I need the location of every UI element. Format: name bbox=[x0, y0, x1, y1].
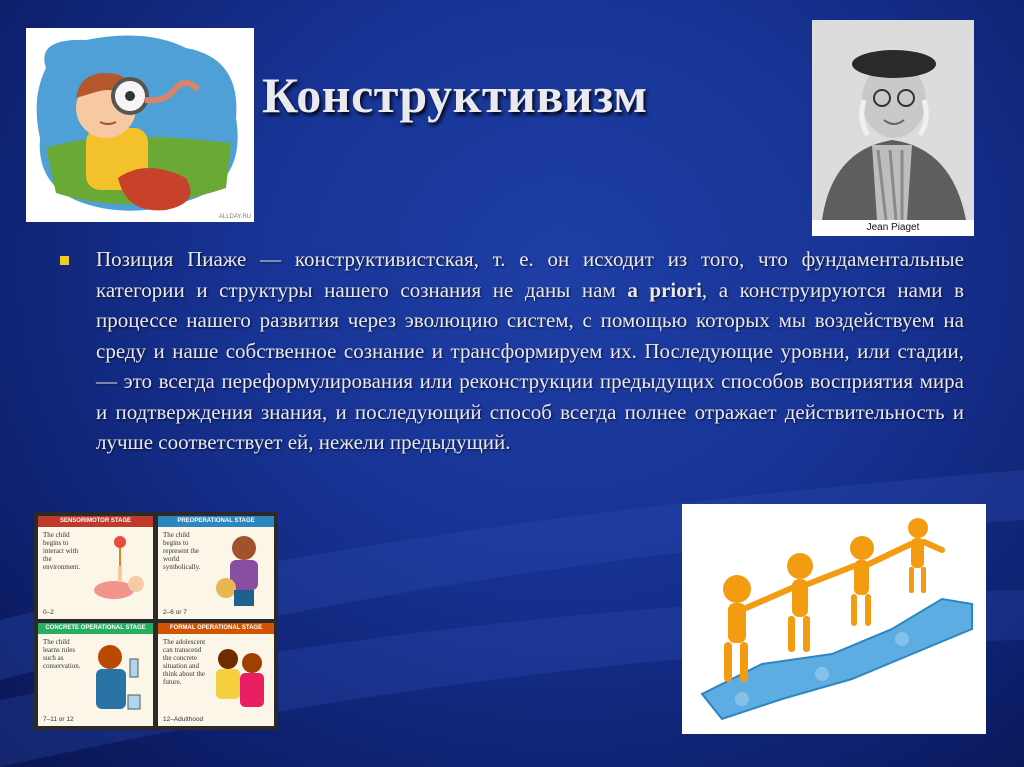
cartoon-watermark: ALLDAY.RU bbox=[218, 214, 251, 220]
paragraph-text-end: , а конструируются нами в процессе нашего развития через эволюцию систем, с помощью которых мы воздействуем на среду и наше собственное сознание и трансформируем их. Последующие уровни, или стадии, — это всегда переформулирования или реконструкции предыдущих способов восприятия мира и подтверждения знания, и последующий способ всегда полнее отражает действительность и лучше соответствует ей, нежели предыдущий. bbox=[96, 277, 964, 454]
stage-description: The child begins to represent the world symbolically. bbox=[163, 531, 201, 571]
paragraph-text-start: Позиция Пиаже — конструктивистская, т. е. он исходит из того, что фундаментальные категории и структуры нашего сознания не даны нам bbox=[96, 247, 964, 302]
stage-panel-concrete bbox=[38, 623, 153, 726]
stage-age: 12–Adulthood bbox=[163, 716, 204, 723]
piaget-stages-image bbox=[34, 512, 278, 730]
stage-heading: PREOPERATIONAL STAGE bbox=[158, 516, 274, 527]
slide-paragraph bbox=[96, 244, 964, 458]
photo-caption: Jean Piaget bbox=[812, 220, 974, 236]
bullet-marker bbox=[60, 256, 69, 265]
baby-icon bbox=[90, 534, 150, 606]
stage-panel-formal bbox=[158, 623, 274, 726]
stage-heading: FORMAL OPERATIONAL STAGE bbox=[158, 623, 274, 634]
child-pouring-icon bbox=[84, 639, 150, 719]
stage-age: 7–11 or 12 bbox=[43, 716, 74, 723]
slide-title: Конструктивизм bbox=[262, 67, 648, 123]
cartoon-child-image bbox=[26, 28, 254, 222]
people-on-puzzle-pieces-icon bbox=[682, 504, 986, 734]
child-with-magnifying-glass-icon bbox=[26, 28, 254, 222]
puzzle-people-image bbox=[682, 504, 986, 734]
piaget-photo bbox=[812, 20, 974, 236]
portrait-icon bbox=[812, 20, 974, 220]
stage-description: The adolescent can transcend the concrete situation and think about the future. bbox=[163, 638, 206, 686]
stage-panel-preoperational bbox=[158, 516, 274, 619]
adolescents-icon bbox=[208, 641, 270, 719]
stage-description: The child begins to interact with the environment. bbox=[43, 531, 81, 571]
stage-heading: SENSORIMOTOR STAGE bbox=[38, 516, 153, 527]
stage-panel-sensorimotor bbox=[38, 516, 153, 619]
stage-age: 0–2 bbox=[43, 609, 54, 616]
paragraph-emphasis: a priori bbox=[627, 277, 702, 302]
child-with-toy-icon bbox=[210, 532, 270, 612]
stage-age: 2–6 or 7 bbox=[163, 609, 187, 616]
stage-description: The child learns rules such as conservation. bbox=[43, 638, 81, 670]
stage-heading: CONCRETE OPERATIONAL STAGE bbox=[38, 623, 153, 634]
